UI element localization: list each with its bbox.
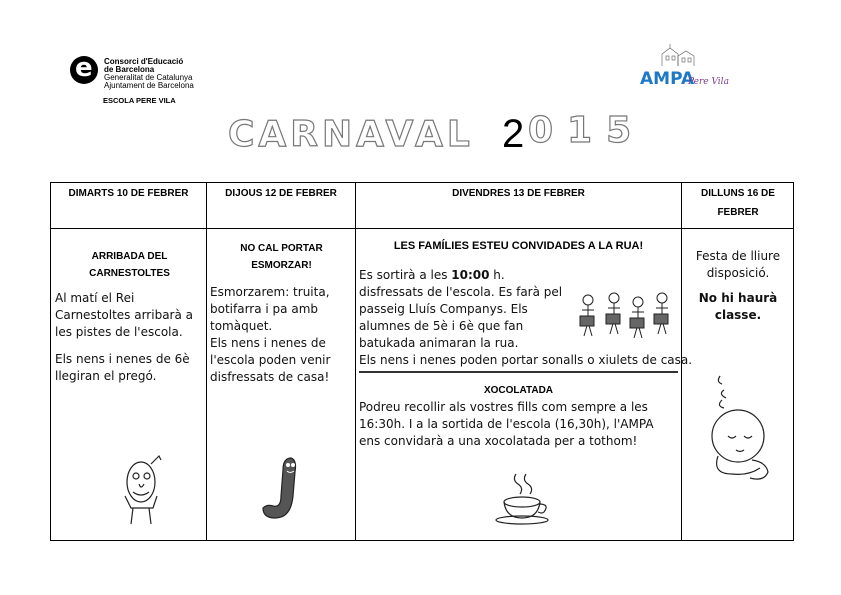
hot-chocolate-cup-illustration <box>494 470 554 526</box>
header-monday-line1: DILLUNS 16 DE <box>701 188 775 199</box>
header-monday-line2: FEBRER <box>717 207 759 218</box>
header-tuesday: DIMARTS 10 DE FEBRER <box>68 188 189 199</box>
schedule-table <box>50 182 794 541</box>
logo-letter: e <box>75 53 93 83</box>
logo-line-2: de Barcelona <box>104 65 155 74</box>
friday-p1-before: Es sortirà a les <box>359 268 452 282</box>
logo-line-1: Consorci d'Educació <box>104 57 184 66</box>
monday-paragraph-1: Festa de lliure disposició. <box>695 249 781 280</box>
header-thursday: DIJOUS 12 DE FEBRER <box>225 188 337 199</box>
botifarra-sausage-illustration <box>257 452 307 524</box>
carnestoltes-king-illustration <box>113 450 173 530</box>
tuesday-paragraph-2: Els nens i nenes de 6è llegiran el pregó. <box>55 352 190 383</box>
friday-p1-after: h. disfressats de l'escola. Es farà pel passeig Lluís Companys. Els alumnes de 5è i 6è que fan batukada animaran la rua. <box>359 268 563 350</box>
ampa-logo <box>640 44 730 90</box>
friday-paragraph-2: Els nens i nenes poden portar sonalls o xiulets de casa. <box>359 353 693 367</box>
thursday-paragraph-1: Esmorzarem: truita, botifarra i pa amb tomàquet. <box>210 285 330 333</box>
logo-line-3: Generalitat de Catalunya <box>104 73 193 82</box>
ampa-logo-text: AMPA <box>640 69 695 89</box>
friday-paragraph-1 <box>359 267 569 352</box>
friday-paragraph-3: Podreu recollir als vostres fills com sempre a les 16:30h. I a la sortida de l'escola (16,30h), l'AMPA ens convidarà a una xocolatada per a tothom! <box>359 400 654 448</box>
monday-paragraph-2: No hi haurà classe. <box>698 291 778 322</box>
school-name: ESCOLA PERE VILA <box>103 96 176 105</box>
friday-heading-2: XOCOLATADA <box>483 385 554 396</box>
tuesday-heading-2: CARNESTOLTES <box>89 268 170 279</box>
cell-friday <box>356 230 693 540</box>
friday-p1-time: 10:00 <box>451 268 490 282</box>
title-year-rest: 015 <box>528 110 646 151</box>
title-word: CARNAVAL <box>228 114 474 155</box>
logo-circle-icon <box>70 53 98 84</box>
thursday-heading-1: NO CAL PORTAR <box>240 243 323 254</box>
header-monday <box>682 183 794 230</box>
logo-line-4: Ajuntament de Barcelona <box>104 81 194 90</box>
batukada-drummers-illustration <box>576 286 676 342</box>
header-friday: DIVENDRES 13 DE FEBRER <box>452 188 585 199</box>
tuesday-heading-1: ARRIBADA DEL <box>91 251 168 262</box>
thursday-heading-2: ESMORZAR! <box>251 260 312 271</box>
ampa-logo-sub: Pere Vila <box>688 77 729 87</box>
tuesday-paragraph-1: Al matí el Rei Carnestoltes arribarà a les pistes de l'escola. <box>55 291 193 339</box>
sleeping-baby-illustration <box>702 370 782 490</box>
cell-thursday <box>207 230 355 540</box>
friday-heading: LES FAMÍLIES ESTEU CONVIDADES A LA RUA! <box>393 240 644 252</box>
thursday-paragraph-2: Els nens i nenes de l'escola poden venir disfressats de casa! <box>210 336 331 384</box>
friday-separator <box>359 371 678 373</box>
cell-monday <box>682 230 794 540</box>
cell-tuesday <box>51 230 206 540</box>
carnival-title <box>228 106 648 160</box>
title-year-first: 2 <box>502 112 525 156</box>
